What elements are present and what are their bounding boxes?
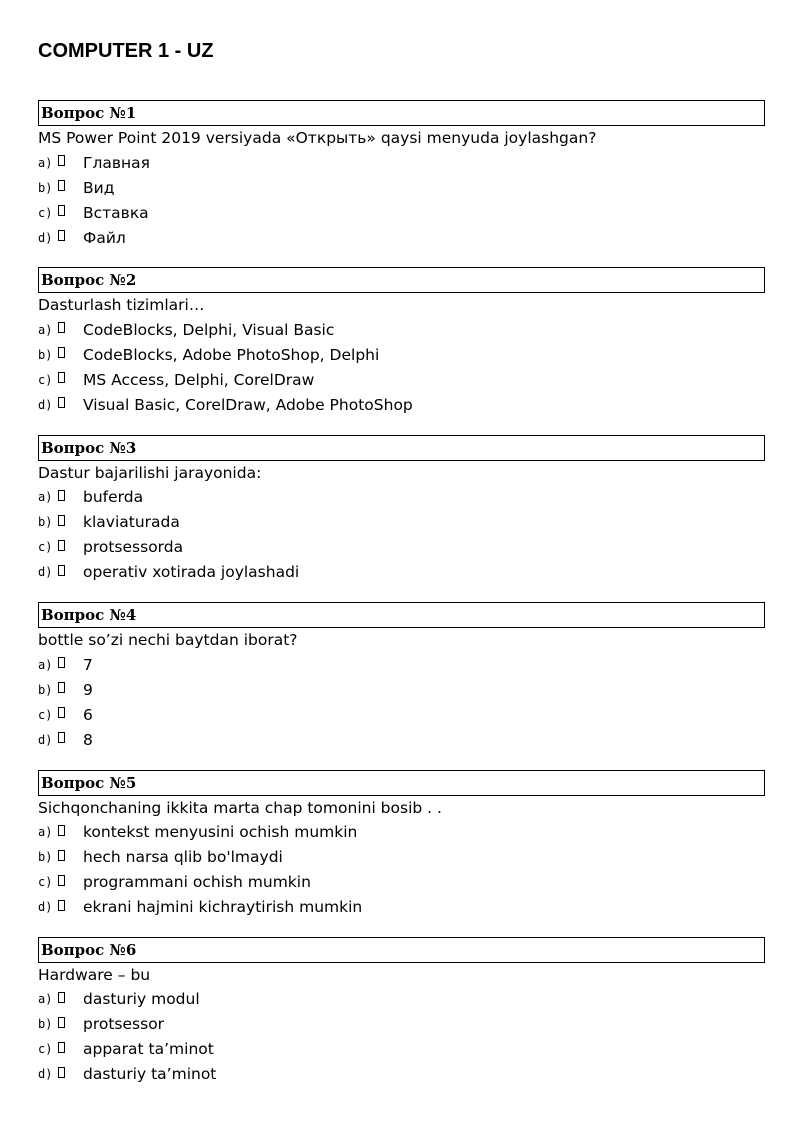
option-letter: b) xyxy=(38,180,53,195)
option-text: programmani ochish mumkin xyxy=(83,873,311,892)
option-letter: d) xyxy=(38,230,53,245)
option-letter: c) xyxy=(38,1042,53,1057)
question-5 xyxy=(38,770,765,937)
checkbox-icon[interactable] xyxy=(58,825,65,836)
option-letter: b) xyxy=(38,515,53,530)
option-text: Вид xyxy=(83,178,115,197)
option-letter: d) xyxy=(38,565,53,580)
answer-option-a[interactable] xyxy=(38,485,765,510)
answer-option-d[interactable] xyxy=(38,895,765,920)
question-3 xyxy=(38,435,765,602)
option-text: 7 xyxy=(83,655,93,674)
checkbox-icon[interactable] xyxy=(58,180,65,191)
question-text: Dasturlash tizimlari… xyxy=(38,296,205,315)
option-text: Visual Basic, CorelDraw, Adobe PhotoShop xyxy=(83,395,413,414)
answer-option-a[interactable] xyxy=(38,987,765,1012)
answer-options xyxy=(38,652,765,752)
question-text: Hardware – bu xyxy=(38,965,151,984)
checkbox-icon[interactable] xyxy=(58,515,65,526)
option-text: Файл xyxy=(83,228,126,247)
checkbox-icon[interactable] xyxy=(58,230,65,241)
checkbox-icon[interactable] xyxy=(58,875,65,886)
checkbox-icon[interactable] xyxy=(58,732,65,743)
option-letter: c) xyxy=(38,205,53,220)
checkbox-icon[interactable] xyxy=(58,850,65,861)
answer-option-b[interactable] xyxy=(38,175,765,200)
option-letter: c) xyxy=(38,372,53,387)
option-text: dasturiy ta’minot xyxy=(83,1065,217,1084)
question-text: Dastur bajarilishi jarayonida: xyxy=(38,463,262,482)
document-title: COMPUTER 1 - UZ xyxy=(38,40,214,62)
answer-option-b[interactable] xyxy=(38,342,765,367)
option-letter: a) xyxy=(38,825,53,840)
option-letter: d) xyxy=(38,732,53,747)
question-list xyxy=(38,100,765,1104)
checkbox-icon[interactable] xyxy=(58,657,65,668)
option-text: kontekst menyusini ochish mumkin xyxy=(83,823,358,842)
checkbox-icon[interactable] xyxy=(58,540,65,551)
question-header: Вопрос №6 xyxy=(38,937,765,963)
question-header: Вопрос №4 xyxy=(38,602,765,628)
checkbox-icon[interactable] xyxy=(58,155,65,166)
option-text: 9 xyxy=(83,680,93,699)
option-letter: b) xyxy=(38,850,53,865)
answer-option-d[interactable] xyxy=(38,392,765,417)
question-text: bottle so’zi nechi baytdan iborat? xyxy=(38,631,298,650)
answer-option-b[interactable] xyxy=(38,1012,765,1037)
option-text: dasturiy modul xyxy=(83,990,200,1009)
checkbox-icon[interactable] xyxy=(58,1067,65,1078)
option-letter: a) xyxy=(38,490,53,505)
option-letter: d) xyxy=(38,397,53,412)
option-text: ekrani hajmini kichraytirish mumkin xyxy=(83,898,363,917)
checkbox-icon[interactable] xyxy=(58,992,65,1003)
checkbox-icon[interactable] xyxy=(58,707,65,718)
option-text: 6 xyxy=(83,705,93,724)
checkbox-icon[interactable] xyxy=(58,682,65,693)
option-letter: a) xyxy=(38,992,53,1007)
option-text: Главная xyxy=(83,153,150,172)
answer-option-c[interactable] xyxy=(38,702,765,727)
question-header: Вопрос №3 xyxy=(38,435,765,461)
option-text: apparat ta’minot xyxy=(83,1040,214,1059)
answer-option-c[interactable] xyxy=(38,870,765,895)
answer-options xyxy=(38,820,765,920)
option-text: CodeBlocks, Delphi, Visual Basic xyxy=(83,320,335,339)
question-header: Вопрос №1 xyxy=(38,100,765,126)
answer-option-c[interactable] xyxy=(38,200,765,225)
option-text: protsessor xyxy=(83,1015,165,1034)
option-text: operativ xotirada joylashadi xyxy=(83,563,300,582)
answer-option-d[interactable] xyxy=(38,560,765,585)
question-header: Вопрос №5 xyxy=(38,770,765,796)
option-letter: b) xyxy=(38,682,53,697)
checkbox-icon[interactable] xyxy=(58,322,65,333)
checkbox-icon[interactable] xyxy=(58,1042,65,1053)
question-text: Sichqonchaning ikkita marta chap tomonini bosib . . xyxy=(38,798,442,817)
answer-option-c[interactable] xyxy=(38,535,765,560)
checkbox-icon[interactable] xyxy=(58,565,65,576)
option-letter: a) xyxy=(38,322,53,337)
answer-option-b[interactable] xyxy=(38,845,765,870)
question-1 xyxy=(38,100,765,267)
option-text: Вставка xyxy=(83,203,149,222)
answer-options xyxy=(38,987,765,1087)
question-text: MS Power Point 2019 versiyada «Открыть» qaysi menyuda joylashgan? xyxy=(38,129,597,147)
option-text: buferda xyxy=(83,488,144,507)
option-letter: c) xyxy=(38,707,53,722)
option-letter: c) xyxy=(38,875,53,890)
checkbox-icon[interactable] xyxy=(58,372,65,383)
answer-options xyxy=(38,317,765,417)
option-text: CodeBlocks, Adobe PhotoShop, Delphi xyxy=(83,345,380,364)
question-2 xyxy=(38,267,765,434)
answer-option-d[interactable] xyxy=(38,1062,765,1087)
option-text: MS Access, Delphi, CorelDraw xyxy=(83,370,315,389)
answer-option-a[interactable] xyxy=(38,317,765,342)
answer-option-b[interactable] xyxy=(38,510,765,535)
option-text: 8 xyxy=(83,730,93,749)
option-text: hech narsa qlib bo'lmaydi xyxy=(83,848,283,867)
option-text: protsessorda xyxy=(83,538,184,557)
answer-option-a[interactable] xyxy=(38,150,765,175)
checkbox-icon[interactable] xyxy=(58,205,65,216)
answer-option-d[interactable] xyxy=(38,727,765,752)
answer-option-d[interactable] xyxy=(38,225,765,250)
answer-options xyxy=(38,485,765,585)
option-letter: a) xyxy=(38,155,53,170)
answer-option-a[interactable] xyxy=(38,652,765,677)
option-letter: b) xyxy=(38,347,53,362)
option-letter: c) xyxy=(38,540,53,555)
checkbox-icon[interactable] xyxy=(58,347,65,358)
checkbox-icon[interactable] xyxy=(58,900,65,911)
question-4 xyxy=(38,602,765,769)
question-header: Вопрос №2 xyxy=(38,267,765,293)
checkbox-icon[interactable] xyxy=(58,490,65,501)
option-letter: a) xyxy=(38,657,53,672)
checkbox-icon[interactable] xyxy=(58,1017,65,1028)
answer-option-c[interactable] xyxy=(38,1037,765,1062)
option-text: klaviaturada xyxy=(83,513,180,532)
answer-option-c[interactable] xyxy=(38,367,765,392)
option-letter: b) xyxy=(38,1017,53,1032)
option-letter: d) xyxy=(38,1067,53,1082)
option-letter: d) xyxy=(38,900,53,915)
answer-options xyxy=(38,150,765,250)
answer-option-b[interactable] xyxy=(38,677,765,702)
answer-option-a[interactable] xyxy=(38,820,765,845)
question-6 xyxy=(38,937,765,1104)
checkbox-icon[interactable] xyxy=(58,397,65,408)
